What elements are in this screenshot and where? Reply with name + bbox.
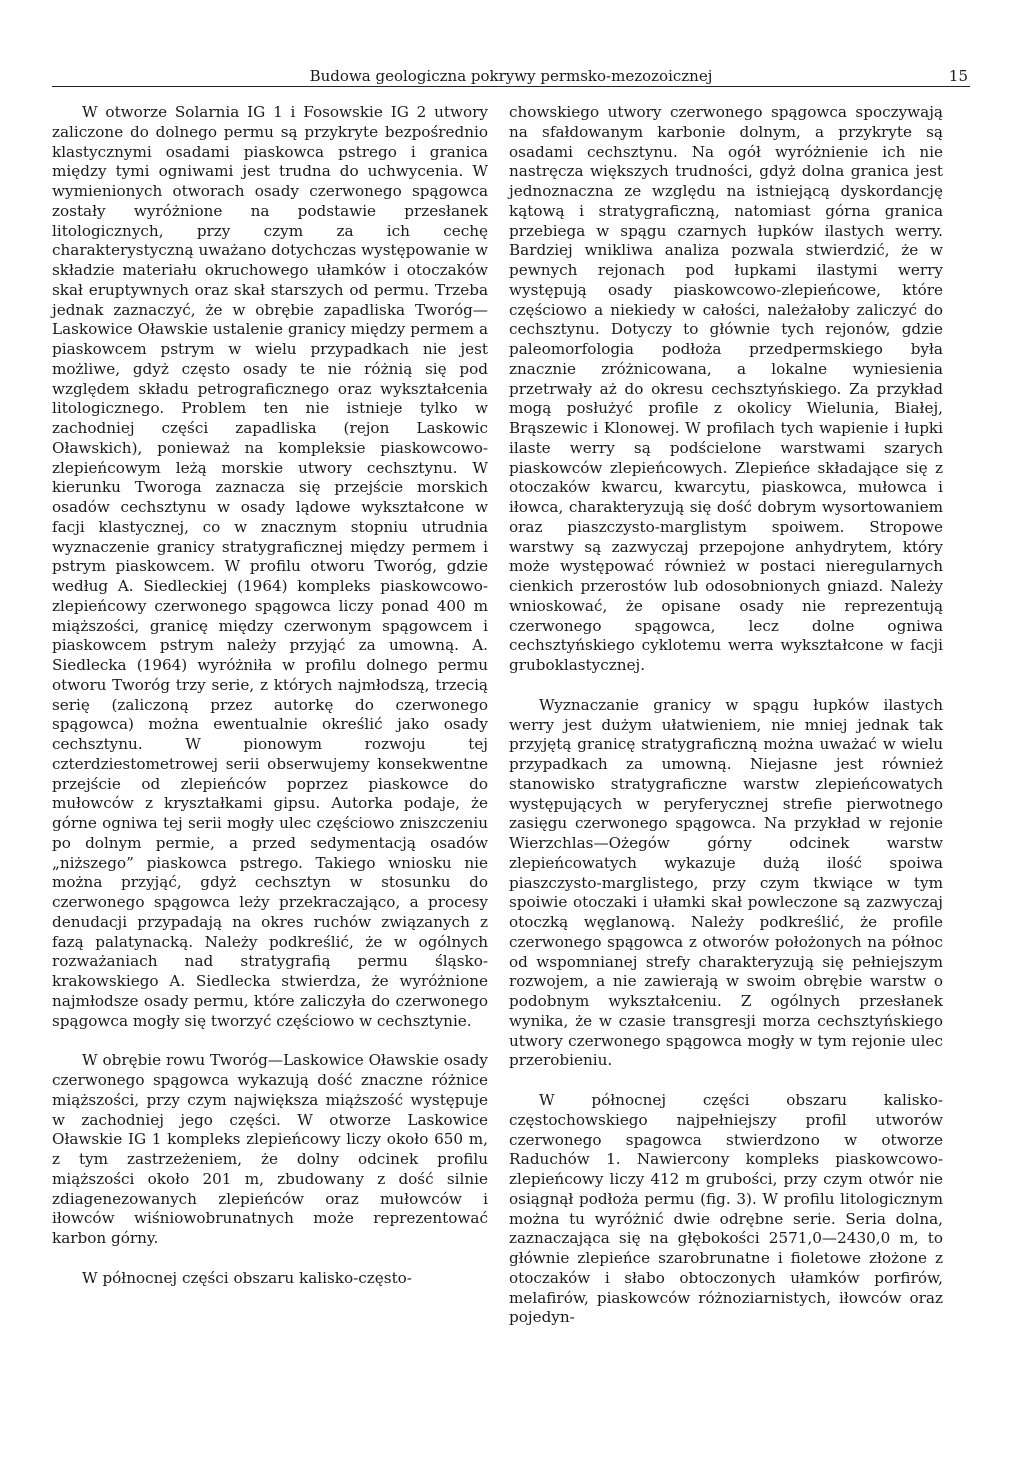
left-paragraph-3: W północnej części obszaru kalisko-często- <box>82 1268 412 1287</box>
running-title: Budowa geologiczna pokrywy permsko-mezozoicznej <box>309 67 713 85</box>
left-paragraph-1: W otworze Solarnia IG 1 i Fosowskie IG 2 utwory zaliczone do dolnego permu są przykryte bezpośrednio klastycznymi osadami piaskowca pstrego i granica między tymi ogniwami jest trudna do uchwycenia. W wymienionych otworach osady czerwonego spągowca zostały wyróżnione na podstawie przesłanek litologicznych, przy czym za ich cechę charakterystyczną uważano dotychczas występowanie w składzie materiału okruchowego ułamków i otoczaków skał eruptywnych oraz skał starszych od permu. Trzeba jednak zaznaczyć, że w obrębie zapadliska Tworóg—Laskowice Oławskie ustalenie granicy między permem a piaskowcem pstrym w wielu przypadkach nie jest możliwe, gdyż często osady te nie różnią się pod względem składu petrograficznego oraz wykształcenia litologicznego. Problem ten nie istnieje tylko w zachodniej części zapadliska (rejon Laskowic Oławskich), ponieważ na kompleksie piaskowcowo-zlepieńcowym leżą morskie utwory cechsztynu. W kierunku Tworoga zaznacza się przejście morskich osadów cechsztynu w osady lądowe wykształcone w facji klastycznej, co w znacznym stopniu utrudnia wyznaczenie granicy stratygraficznej między permem i pstrym piaskowcem. W profilu otworu Tworóg, gdzie według A. Siedleckiej (1964) kompleks piaskowcowo-zlepieńcowy czerwonego spągowca liczy ponad 400 m miąższości, granicę między czerwonym spągowcem i piaskowcem pstrym należy przyjąć za umowną. A. Siedlecka (1964) wyróżniła w profilu dolnego permu otworu Tworóg trzy serie, z których najmłodszą, trzecią serię (zaliczoną przez autorkę do czerwonego spągowca) można ewentualnie określić jako osady cechsztynu. W pionowym rozwoju tej czterdziestometrowej serii obserwujemy konsekwentne przejście od zlepieńców poprzez piaskowce do mułowców z kryształkami gipsu. Autorka podaje, że górne ogniwa tej serii mogły ulec częściowo zniszczeniu po dolnym permie, a przed sedymentacją osadów „niższego” piaskowca pstrego. Takiego wniosku nie można przyjąć, gdyż cechsztyn w stosunku do czerwonego spągowca leży przekraczająco, a procesy denudacji przypadają na okres ruchów związanych z fazą palatynacką. Należy podkreślić, że w ogólnych rozważaniach nad stratygrafią permu śląsko-krakowskiego A. Siedlecka stwierdza, że wyróżnione najmłodsze osady permu, które zaliczyła do czerwonego spągowca mogły się tworzyć częściowo w cechsztynie. <box>52 103 488 1030</box>
right-paragraph-1: chowskiego utwory czerwonego spągowca spoczywają na sfałdowanym karbonie dolnym, a przykryte są osadami cechsztynu. Na ogół wyróżnienie ich nie nastręcza większych trudności, gdyż dolna granica jest jednoznaczna ze względu na istniejącą dyskordancję kątową i stratygraficzną, natomiast górna granica przebiega w spągu czarnych łupków ilastych werry. Bardziej wnikliwa analiza pozwala stwierdzić, że w pewnych rejonach pod łupkami ilastymi werry występują osady piaskowcowo-zlepieńcowe, które częściowo a niekiedy w całości, należałoby zaliczyć do cechsztynu. Dotyczy to głównie tych rejonów, gdzie paleomorfologia podłoża przedpermskiego była znacznie zróżnicowana, a lokalne wyniesienia przetrwały aż do okresu cechsztyńskiego. Za przykład mogą posłużyć profile z okolicy Wielunia, Białej, Brąszewic i Klonowej. W profilach tych wapienie i łupki ilaste werry są podścielone warstwami szarych piaskowców zlepieńcowych. Zlepieńce składające się z otoczaków kwarcu, kwarcytu, piaskowca, mułowca i iłowca, charakteryzują się dość dobrym wysortowaniem oraz piaszczysto-marglistym spoiwem. Stropowe warstwy są zazwyczaj przepojone anhydrytem, który może występować również w postaci nieregularnych cienkich przerostów lub odosobnionych gniazd. Należy wnioskować, że opisane osady nie reprezentują czerwonego spągowca, lecz dolne ogniwa cechsztyńskiego cyklotemu werra wykształcone w facji gruboklastycznej. <box>509 103 943 674</box>
right-paragraph-3: W północnej części obszaru kalisko-częstochowskiego najpełniejszy profil utworów czerwonego spagowca stwierdzono w otworze Raduchów 1. Nawiercony kompleks piaskowcowo-zlepieńcowy liczy 412 m grubości, przy czym otwór nie osiągnął podłoża permu (fig. 3). W profilu litologicznym można tu wyróżnić dwie odrębne serie. Seria dolna, zaznaczająca się na głębokości 2571,0—2430,0 m, to głównie zlepieńce szarobrunatne i fioletowe złożone z otoczaków i słabo obtoczonych ułamków porfirów, melafirów, piaskowców różnoziarnistych, iłowców oraz pojedyn- <box>509 1091 943 1327</box>
left-column <box>52 103 488 1289</box>
right-column <box>509 103 943 1328</box>
right-paragraph-2: Wyznaczanie granicy w spągu łupków ilastych werry jest dużym ułatwieniem, nie mniej jednak tak przyjętą granicę stratygraficzną można uważać w wielu przypadkach za umowną. Niejasne jest również stanowisko stratygraficzne warstw zlepieńcowatych występujących w peryferycznej strefie pierwotnego zasięgu czerwonego spągowca. Na przykład w rejonie Wierzchlas—Ożegów górny odcinek warstw zlepieńcowatych wykazuje dużą ilość spoiwa piaszczysto-marglistego, przy czym tkwiące w tym spoiwie otoczaki i ułamki skał powleczone są zazwyczaj otoczką węglanową. Należy podkreślić, że profile czerwonego spągowca z otworów położonych na północ od wspomnianej strefy charakteryzują się pełniejszym rozwojem, a nie zawierają w swoim obrębie warstw o podobnym wykształceniu. Z ogólnych przesłanek wynika, że w czasie transgresji morza cechsztyńskiego utwory czerwonego spągowca mogły w tym rejonie ulec przerobieniu. <box>509 695 943 1070</box>
left-paragraph-2: W obrębie rowu Tworóg—Laskowice Oławskie osady czerwonego spągowca wykazują dość znaczne różnice miąższości, przy czym największa miąższość występuje w zachodniej jego części. W otworze Laskowice Oławskie IG 1 kompleks zlepieńcowy liczy około 650 m, z tym zastrzeżeniem, że dolny odcinek profilu miąższości około 201 m, zbudowany z dość silnie zdiagenezowanych zlepieńców oraz mułowców i iłowców wiśniowobrunatnych może reprezentować karbon górny. <box>52 1051 488 1247</box>
page-number: 15 <box>948 67 968 85</box>
page-header <box>52 66 970 87</box>
